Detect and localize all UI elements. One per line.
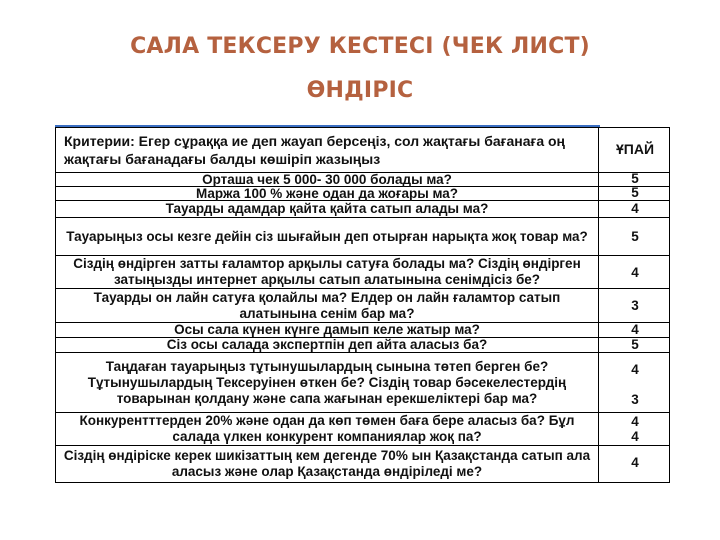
table-row [56, 446, 669, 482]
criteria-cell: Маржа 100 % және одан да жоғары ма? [195, 185, 459, 201]
table-row [56, 218, 669, 256]
table-row [56, 353, 669, 413]
checklist-table [55, 127, 670, 483]
score-cell: 5 [631, 337, 639, 352]
score-cell: 3 [631, 298, 639, 313]
score-cell: 4 [631, 265, 639, 280]
score-cell: 4 [631, 362, 639, 377]
criteria-cell: Осы сала күнен күнге дамып келе жатыр ма? [174, 322, 480, 337]
table-row [56, 201, 669, 218]
score-header: ҰПАЙ [615, 141, 655, 157]
score-cell: 4 [631, 322, 639, 337]
page-title: САЛА ТЕКСЕРУ КЕСТЕСІ (ЧЕК ЛИСТ) [130, 34, 590, 59]
table-row [56, 323, 669, 338]
criteria-cell: Таңдаған тауарыңыз тұтынушылардың сынына төтеп берген бе? Тұтынушылардың Тексеруінен өткен бе? Сіздің товар бәсекелестердің товарынан қолдану және сапа жағынан ерекшеліктері бар ма? [87, 358, 567, 406]
table-row [56, 338, 669, 353]
criteria-header: Критерии: Егер сұраққа ие деп жауап берсеңіз, сол жақтағы бағанаға оң жақтағы бағанадағы балды көшіріп жазыңыз [64, 133, 566, 167]
score-cell: 5 [631, 171, 639, 186]
criteria-cell: Сіз осы салада экспертпін деп айта аласыз ба? [166, 337, 488, 352]
score-cell: 5 [631, 185, 639, 200]
criteria-cell: Орташа чек 5 000- 30 000 болады ма? [202, 171, 452, 187]
table-row [56, 187, 669, 201]
criteria-cell: Тауарыңыз осы кезге дейін сіз шығайын деп отырған нарықта жоқ товар ма? [66, 228, 588, 244]
table-row [56, 413, 669, 446]
table-row [56, 256, 669, 289]
score-cell: 3 [631, 392, 639, 407]
score-cell: 4 [631, 201, 639, 216]
score-cell: 4 [631, 414, 639, 429]
score-cell: 5 [631, 229, 639, 244]
criteria-cell: Сіздің өндіріске керек шикізаттың кем дегенде 70% ын Қазақстанда сатып ала аласыз және олар Қазақстанда өндіріледі ме? [63, 448, 591, 479]
criteria-cell: Тауарды он лайн сатуға қолайлы ма? Елдер он лайн ғаламтор сатып алатынына сенім бар ма? [93, 289, 561, 321]
table-row [56, 289, 669, 323]
criteria-cell: Тауарды адамдар қайта қайта сатып алады ма? [165, 201, 489, 216]
score-cell: 4 [631, 455, 639, 470]
table-header-row [56, 128, 669, 173]
criteria-cell: Конкурентттерден 20% және одан да көп төмен баға бере аласыз ба? Бұл салада үлкен конкурент компаниялар жоқ па? [79, 413, 575, 444]
page-subtitle: ӨНДІРІС [306, 78, 414, 103]
criteria-cell: Сіздің өндірген затты ғаламтор арқылы сатуға болады ма? Сіздің өндірген затыңызды интернет арқылы сатып алатынына сенімдісіз бе? [73, 256, 581, 287]
score-cell: 4 [631, 429, 639, 444]
